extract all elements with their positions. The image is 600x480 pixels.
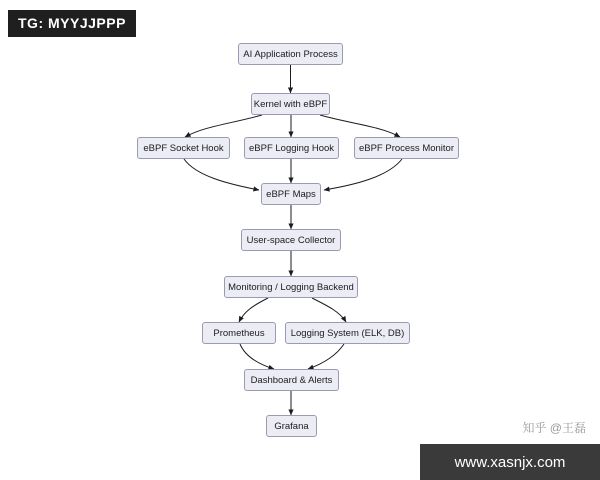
edge-proc_monitor-to-ebpf_maps xyxy=(324,159,402,190)
node-backend[interactable]: Monitoring / Logging Backend xyxy=(224,276,358,298)
edge-backend-to-prometheus xyxy=(239,298,268,322)
node-kernel[interactable]: Kernel with eBPF xyxy=(251,93,330,115)
node-grafana[interactable]: Grafana xyxy=(266,415,317,437)
edge-kernel-to-proc_monitor xyxy=(320,115,400,137)
node-ai_app[interactable]: AI Application Process xyxy=(238,43,343,65)
watermark-author: 知乎 @王磊 xyxy=(522,421,586,435)
node-prometheus[interactable]: Prometheus xyxy=(202,322,276,344)
node-logging_hook[interactable]: eBPF Logging Hook xyxy=(244,137,339,159)
tg-badge: TG: MYYJJPPP xyxy=(8,10,136,37)
edge-backend-to-logging_sys xyxy=(312,298,346,322)
node-dashboard[interactable]: Dashboard & Alerts xyxy=(244,369,339,391)
edge-kernel-to-socket_hook xyxy=(185,115,262,137)
edge-socket_hook-to-ebpf_maps xyxy=(184,159,259,190)
edge-prometheus-to-dashboard xyxy=(240,344,274,369)
node-ebpf_maps[interactable]: eBPF Maps xyxy=(261,183,321,205)
watermark-url: www.xasnjx.com xyxy=(420,444,600,480)
node-socket_hook[interactable]: eBPF Socket Hook xyxy=(137,137,230,159)
node-logging_sys[interactable]: Logging System (ELK, DB) xyxy=(285,322,410,344)
edge-logging_sys-to-dashboard xyxy=(308,344,344,369)
node-collector[interactable]: User-space Collector xyxy=(241,229,341,251)
node-proc_monitor[interactable]: eBPF Process Monitor xyxy=(354,137,459,159)
